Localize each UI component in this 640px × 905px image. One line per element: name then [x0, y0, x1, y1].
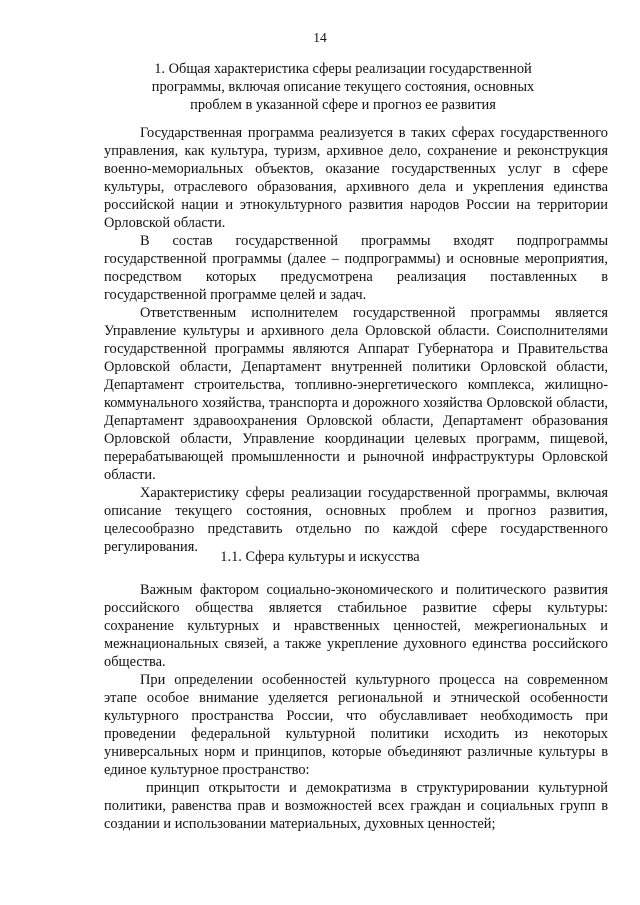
paragraph: В состав государственной программы входят подпрограммы государственной программы (далее – подпрограммы) и основные мероприятия, посредством которых предусмотрена реализация поставленных в государственной программе целей и задач.	[104, 233, 608, 303]
paragraph: Государственная программа реализуется в таких сферах государственного управления, как культура, туризм, архивное дело, сохранение и реконструкция военно-мемориальных объектов, оказание государственных услуг в сфере культуры, отраслевого образования, архивного дела и укрепления единства российской нации и этнокультурного развития народов России на территории Орловской области.	[104, 125, 608, 231]
paragraph: Характеристику сферы реализации государственной программы, включая описание текущего состояния, основных проблем и прогноз развития, целесообразно представить отдельно по каждой сфере государственного регулирования.	[104, 485, 608, 555]
page-number: 14	[313, 30, 327, 45]
paragraph: Ответственным исполнителем государственной программы является Управление культуры и архивного дела Орловской области. Соисполнителями государственной программы являются Аппарат Губернатора и Правительства Орловской области, Департамент внутренней политики Орловской области, Департамент строительства, топливно-энергетического комплекса, жилищно-коммунального хозяйства, транспорта и дорожного хозяйства Орловской области, Департамент здравоохранения Орловской области, Департамент образования Орловской области, Управление координации целевых программ, пищевой, перерабатывающей промышленности и рыночной инфраструктуры Орловской области.	[104, 305, 608, 483]
section-body	[104, 124, 608, 556]
subsection-title: 1.1. Сфера культуры и искусства	[220, 549, 420, 565]
paragraph: При определении особенностей культурного процесса на современном этапе особое внимание уделяется региональной и этнической особенности культурного пространства России, что обуславливает необходимость при проведении федеральной культурной политики исходить из некоторых универсальных норм и принципов, которые объединяют различные культуры в единое культурное пространство:	[104, 672, 608, 778]
subsection-body	[104, 581, 608, 833]
paragraph: принцип открытости и демократизма в структурировании культурной политики, равенства прав и возможностей всех граждан и социальных групп в создании и использовании материальных, духовных ценностей;	[104, 780, 608, 832]
section-title: 1. Общая характеристика сферы реализации государственной программы, включая описание текущего состояния, основных проблем в указанной сфере и прогноз ее развития	[151, 61, 535, 113]
paragraph: Важным фактором социально-экономического и политического развития российского общества является стабильное развитие сферы культуры: сохранение культурных и нравственных ценностей, межрегиональных и межнациональных связей, а также укрепление духовного единства российского общества.	[104, 582, 608, 670]
